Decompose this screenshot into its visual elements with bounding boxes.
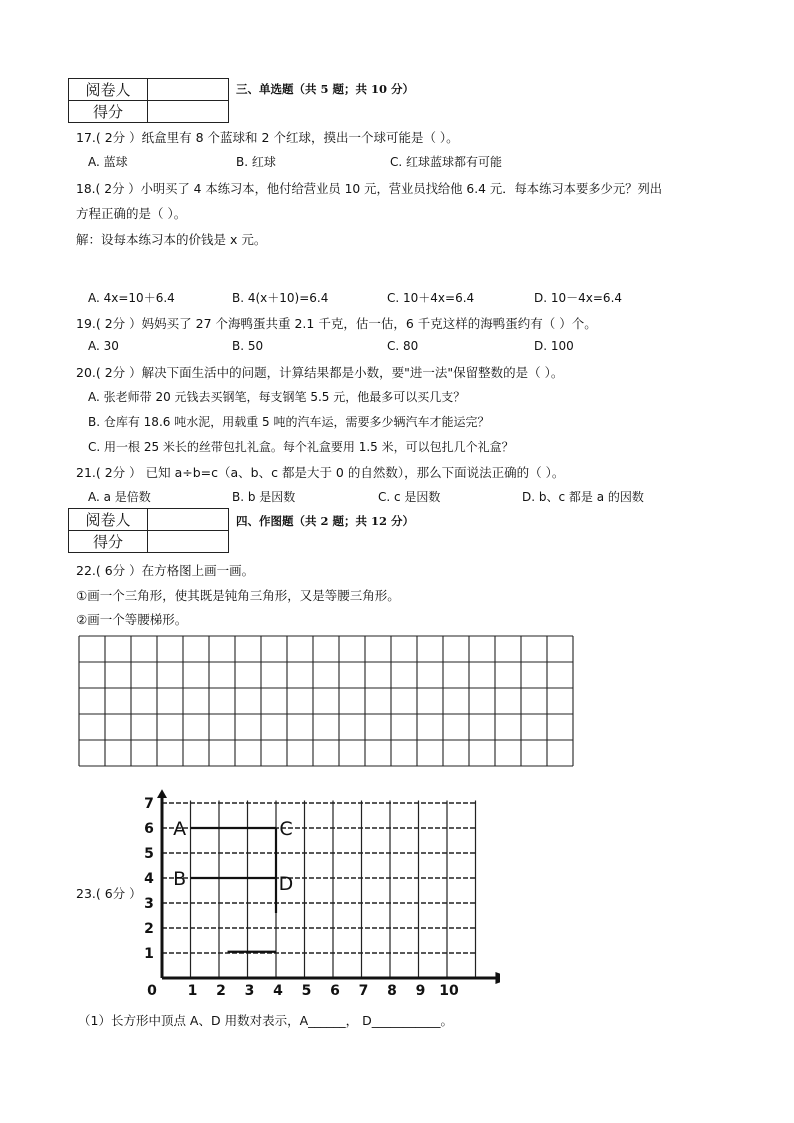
x-tick-label: 10 xyxy=(439,983,459,999)
square-grid[interactable] xyxy=(78,635,578,769)
coordinate-grid[interactable] xyxy=(140,782,500,1002)
score-box-section3 xyxy=(68,78,229,123)
score-blank[interactable] xyxy=(148,101,229,123)
x-tick-label: 7 xyxy=(358,983,369,999)
q18-option-d[interactable]: D. 10－4x=6.4 xyxy=(534,291,623,305)
q18-stem-line2: 方程正确的是（ ）。 xyxy=(76,206,187,221)
q17-option-b[interactable]: B. 红球 xyxy=(236,155,276,169)
section3-title: 三、单选题（共 5 题；共 10 分） xyxy=(236,82,415,96)
score-label: 得分 xyxy=(69,531,148,553)
x-tick-label: 4 xyxy=(273,983,283,999)
q21-stem: 21.( 2分 ） 已知 a÷b=c（a、b、c 都是大于 0 的自然数），那么下面说法正确的（ ）。 xyxy=(76,465,565,480)
point-label-a: A xyxy=(173,818,187,840)
y-tick-label: 3 xyxy=(144,896,154,912)
x-tick-label: 6 xyxy=(330,983,340,999)
reviewer-blank[interactable] xyxy=(148,79,229,101)
point-label-d: D xyxy=(278,873,294,895)
q18-option-c[interactable]: C. 10＋4x=6.4 xyxy=(387,291,475,305)
y-tick-label: 5 xyxy=(144,846,154,862)
y-tick-label: 6 xyxy=(144,821,154,837)
q17-option-c[interactable]: C. 红球蓝球都有可能 xyxy=(390,155,503,169)
y-tick-label: 7 xyxy=(144,796,154,812)
q19-option-a[interactable]: A. 30 xyxy=(88,339,119,353)
q21-option-d[interactable]: D. b、c 都是 a 的因数 xyxy=(522,490,644,504)
q21-option-c[interactable]: C. c 是因数 xyxy=(378,490,441,504)
q18-stem-line1: 18.( 2分 ）小明买了 4 本练习本，他付给营业员 10 元，营业员找给他 6.4 元．每本练习本要多少元？列出 xyxy=(76,182,663,196)
q20-stem: 20.( 2分 ）解决下面生活中的问题，计算结果都是小数，要"进一法"保留整数的是（ ）。 xyxy=(76,365,564,380)
q17-option-a[interactable]: A. 蓝球 xyxy=(88,155,128,169)
point-label-b: B xyxy=(173,868,187,890)
q21-option-a[interactable]: A. a 是倍数 xyxy=(88,490,151,504)
q23-label: 23.( 6分 ） xyxy=(76,886,142,901)
x-tick-label: 0 xyxy=(147,983,157,999)
x-tick-label: 2 xyxy=(216,983,226,999)
q18-option-a[interactable]: A. 4x=10＋6.4 xyxy=(88,291,175,305)
y-tick-label: 1 xyxy=(144,946,154,962)
q20-option-c[interactable]: C. 用一根 25 米长的丝带包扎礼盒。每个礼盒要用 1.5 米，可以包扎几个礼盒？ xyxy=(88,440,514,454)
q19-option-d[interactable]: D. 100 xyxy=(534,339,574,353)
score-box-section4 xyxy=(68,508,229,553)
q18-option-b[interactable]: B. 4(x＋10)=6.4 xyxy=(232,291,329,305)
reviewer-label: 阅卷人 xyxy=(69,79,148,101)
score-blank[interactable] xyxy=(148,531,229,553)
q21-option-b[interactable]: B. b 是因数 xyxy=(232,490,296,504)
q22-stem: 22.( 6分 ）在方格图上画一画。 xyxy=(76,563,255,578)
q22-item2: ②画一个等腰梯形。 xyxy=(76,612,188,627)
reviewer-blank[interactable] xyxy=(148,509,229,531)
y-tick-label: 4 xyxy=(144,871,154,887)
x-tick-label: 8 xyxy=(387,983,397,999)
point-label-c: C xyxy=(279,818,293,840)
y-axis-arrow-icon xyxy=(157,789,167,798)
x-tick-label: 5 xyxy=(301,983,312,999)
reviewer-label: 阅卷人 xyxy=(69,509,148,531)
q23-sub1: （1）长方形中顶点 A、D 用数对表示，A______， D___________。 xyxy=(78,1013,453,1028)
q20-option-b[interactable]: B. 仓库有 18.6 吨水泥，用载重 5 吨的汽车运，需要多少辆汽车才能运完？ xyxy=(88,415,490,429)
q17-stem: 17.( 2分 ）纸盒里有 8 个蓝球和 2 个红球，摸出一个球可能是（ ）。 xyxy=(76,130,459,145)
y-tick-label: 2 xyxy=(144,921,154,937)
score-label: 得分 xyxy=(69,101,148,123)
x-tick-label: 9 xyxy=(415,983,426,999)
x-tick-label: 1 xyxy=(187,983,198,999)
x-tick-label: 3 xyxy=(244,983,255,999)
section4-title: 四、作图题（共 2 题；共 12 分） xyxy=(236,514,415,528)
q18-solution: 解：设每本练习本的价钱是 x 元。 xyxy=(76,232,267,247)
q19-stem: 19.( 2分 ）妈妈买了 27 个海鸭蛋共重 2.1 千克，估一估，6 千克这样的海鸭蛋约有（ ）个。 xyxy=(76,316,597,331)
x-axis-arrow-icon xyxy=(495,972,500,984)
q22-item1: ①画一个三角形，使其既是钝角三角形，又是等腰三角形。 xyxy=(76,588,400,603)
q19-option-b[interactable]: B. 50 xyxy=(232,339,264,353)
q20-option-a[interactable]: A. 张老师带 20 元钱去买钢笔，每支钢笔 5.5 元，他最多可以买几支？ xyxy=(88,390,466,404)
q19-option-c[interactable]: C. 80 xyxy=(387,339,419,353)
